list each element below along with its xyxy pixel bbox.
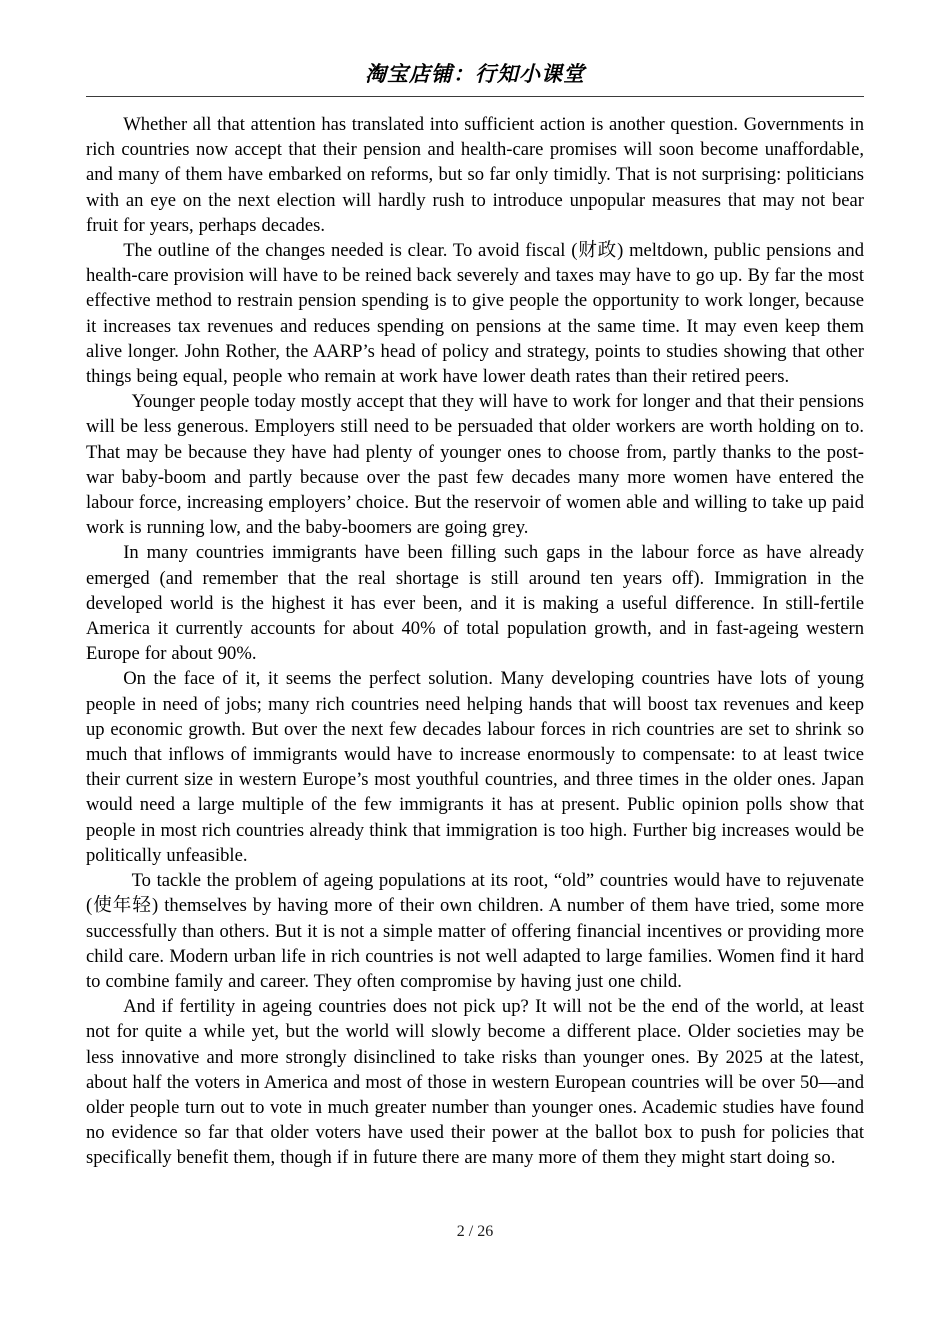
page-header [86, 60, 864, 105]
page-footer [0, 1222, 950, 1242]
header-title: 淘宝店铺：行知小课堂 [365, 62, 585, 86]
paragraph-5: On the face of it, it seems the perfect solution. Many developing countries have lots of young people in need of jobs; many rich countries need helping hands that will boost tax revenues and keep up economic growth. But over the next few decades labour forces in rich countries are set to shrink so much that inflows of immigrants would have to increase enormously to compensate: to at least twice their current size in western Europe’s most youthful countries, and three times in the older ones. Japan would need a large multiple of the few immigrants it has at present. Public opinion polls show that people in most rich countries already think that immigration is too high. Further big increases would be politically unfeasible. [86, 668, 864, 866]
paragraph-3: Younger people today mostly accept that they will have to work for longer and that their pensions will be less generous. Employers still need to be persuaded that older workers are worth holding on to. That may be because they have had plenty of younger ones to choose from, partly thanks to the post-war baby-boom and partly because over the past few decades many more women have entered the labour force, increasing employers’ choice. But the reservoir of women able and willing to take up paid work is running low, and the baby-boomers are going grey. [86, 391, 864, 539]
paragraph-4: In many countries immigrants have been filling such gaps in the labour force as have already emerged (and remember that the real shortage is still around ten years off). Immigration in the developed world is the highest it has ever been, and it is making a useful difference. In still-fertile America it currently accounts for about 40% of total population growth, and in fast-ageing western Europe for about 90%. [86, 542, 864, 665]
paragraph-6: To tackle the problem of ageing populations at its root, “old” countries would have to rejuvenate (使年轻) themselves by having more of their own children. A number of them have tried, some more successfully than others. But it is not a simple matter of offering financial incentives or providing more child care. Modern urban life in rich countries is not well adapted to large families. Women find it hard to combine family and career. They often compromise by having just one child. [86, 870, 864, 992]
paragraph-7: And if fertility in ageing countries does not pick up? It will not be the end of the world, at least not for quite a while yet, but the world will slowly become a different place. Older societies may be less innovative and more strongly disinclined to take risks than younger ones. By 2025 at the latest, about half the voters in America and most of those in western European countries will be over 50—and older people turn out to vote in much greater number than younger ones. Academic studies have found no evidence so far that older voters have used their power at the ballot box to push for policies that specifically benefit them, though if in future there are many more of them they might start doing so. [86, 996, 864, 1169]
page-number: 2 / 26 [456, 1223, 494, 1240]
paragraph-2: The outline of the changes needed is clear. To avoid fiscal (财政) meltdown, public pensions and health-care provision will have to be reined back severely and taxes may have to go up. By far the most effective method to restrain pension spending is to give people the opportunity to work longer, because it increases tax revenues and reduces spending on pensions at the same time. It may even keep them alive longer. John Rother, the AARP’s head of policy and strategy, points to studies showing that other things being equal, people who remain at work have lower death rates than their retired peers. [86, 240, 864, 388]
header-divider [86, 96, 864, 97]
paragraph-1: Whether all that attention has translated into sufficient action is another question. Governments in rich countries now accept that their pension and health-care promises will soon become unaffordable, and many of them have embarked on reforms, but so far only timidly. That is not surprising: politicians with an eye on the next election will hardly rush to introduce unpopular measures that may not bear fruit for years, perhaps decades. [86, 114, 864, 236]
document-body [86, 112, 864, 1171]
